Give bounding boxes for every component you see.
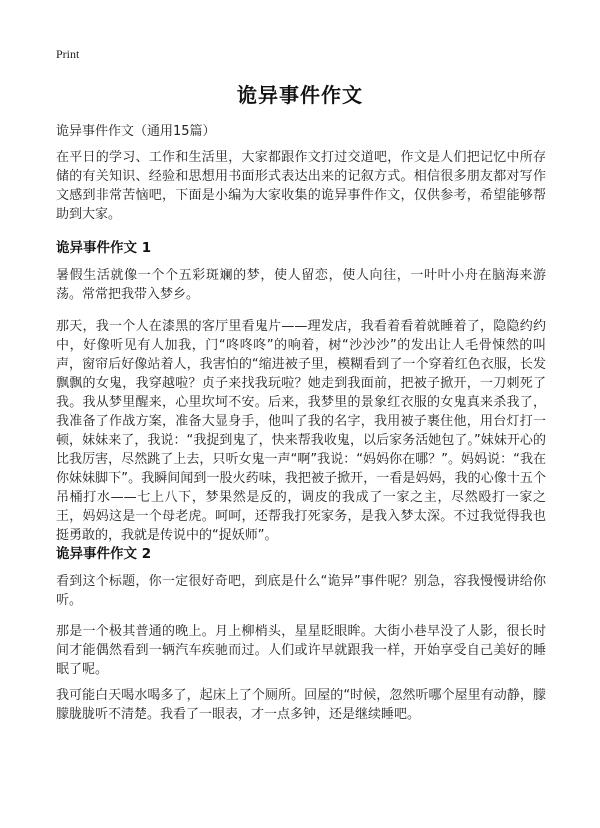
section-heading-2: 诡异事件作文 2 (56, 546, 152, 562)
section-2-paragraph-3: 我可能白天喝水喝多了，起床上了个厕所。回屋的“时候，忽然听哪个屋里有动静，朦朦胧胧听不清楚。我看了一眼表，才一点多钟，还是继续睡吧。 (56, 688, 546, 722)
section-heading-1: 诡异事件作文 1 (56, 240, 152, 256)
print-label[interactable]: Print (56, 47, 80, 61)
intro-paragraph: 在平日的学习、工作和生活里，大家都跟作文打过交道吧，作文是人们把记忆中所存储的有关知识、经验和思想用书面形式表达出来的记叙方式。相信很多朋友都对写作文感到非常苦恼吧，下面是小编为大家收集的诡异事件作文，仅供参考，希望能够帮助到大家。 (56, 150, 546, 222)
section-1-paragraph-1: 暑假生活就像一个个五彩斑斓的梦，使人留恋，使人向往，一叶叶小舟在脑海来游荡。常常把我带入梦乡。 (56, 268, 546, 302)
section-1-paragraph-2: 那天，我一个人在漆黑的客厅里看鬼片——理发店，我看着看着就睡着了，隐隐约约中，好像听见有人加我，门“咚咚咚”的响着，树“沙沙沙”的发出让人毛骨悚然的叫声，窗帘后好像站着人，我害怕的“缩进被子里，模糊看到了一个穿着红色衣服，长发飘飘的女鬼，我穿越啦？贞子来找我玩啦？她走到我面前，把被子掀开，一刀刺死了我。我从梦里醒来，心里坎坷不安。后来，我梦里的景象红衣服的女鬼真来杀我了，我准备了作战方案，准备大显身手，他叫了我的名字，我用被子裹住他，用台灯打一顿，妹妹来了，我说：“我捉到鬼了，快来帮我收鬼，以后家务活她包了。”妹妹开心的比我厉害，尽然跳了上去，只听女鬼一声“啊”我说：“妈妈你在哪？”。妈妈说：“我在你妹妹脚下”。我瞬间闻到一股火药味，我把被子掀开，一看是妈妈，我的心像十五个吊桶打水——七上八下，梦果然是反的，调皮的我成了一家之主，尽然殴打一家之王，妈妈这是一个母老虎。呵呵，还帮我打死家务，是我入梦太深。不过我觉得我也挺勇敢的，我就是传说中的“捉妖师”。 (56, 319, 546, 543)
document-subtitle: 诡异事件作文（通用15篇） (56, 124, 216, 139)
section-2-paragraph-2: 那是一个极其普通的晚上。月上柳梢头，星星眨眼眸。大街小巷早没了人影，很长时间才能偶然看到一辆汽车疾驰而过。人们或许早就跟我一样，开始享受自己美好的睡眠了呢。 (56, 624, 546, 677)
section-2-paragraph-1: 看到这个标题，你一定很好奇吧，到底是什么“诡异”事件呢？别急，容我慢慢讲给你听。 (56, 574, 546, 608)
document-title: 诡异事件作文 (237, 83, 363, 107)
